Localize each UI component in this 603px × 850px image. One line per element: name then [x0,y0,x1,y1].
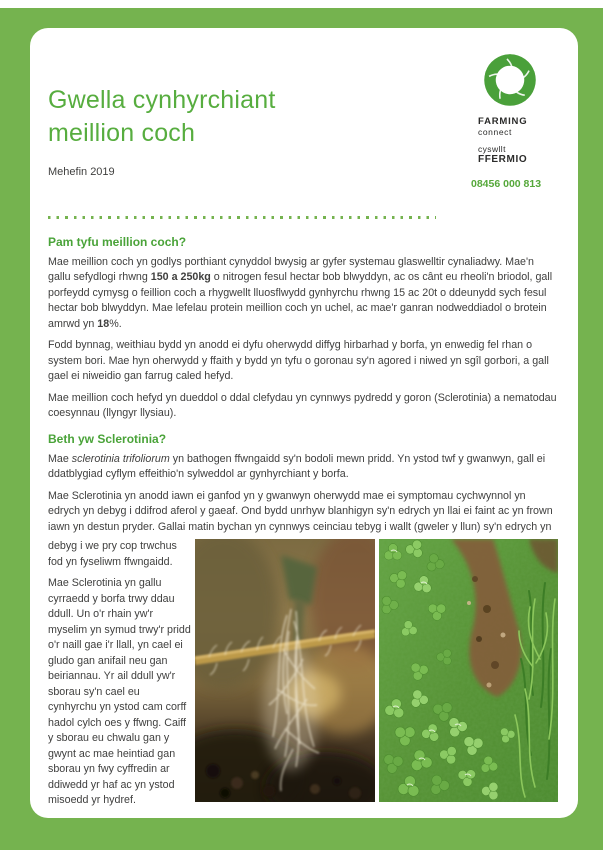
title-line-1: Gwella cynhyrchiant [48,86,276,114]
intro-paragraph-1: Mae meillion coch yn godlys porthiant cynyddol bwysig ar gyfer systemau glaswelltir cynaliadwy. Mae'n gallu sefydlogi rhwng 150 a 250kg o nitrogen fesul hectar bob blwyddyn, ac os cânt eu rheoli'n briodol, gall porfeydd cymysg o feillion coch a rhygwellt lluosflwydd gynhyrchu rhwng 15 ac 20t o ddeunydd sych fesul hectar bob blwyddyn. Mae lefelau protein meillion coch yn uchel, ac mae'r ganran nodweddiadol o brotein amrwd yn 18%. [48,255,553,330]
sclerotinia-paragraph-3: Mae Sclerotinia yn gallu cyrraedd y borfa trwy ddau ddull. Un o'r rhain yw'r myselim yn symud trwy'r pridd o'r naill gae i'r llall, yn cael ei gludo gan anifail neu gan beiriannau. Yr ail ddull yw'r sborau sy'n cael eu cynhyrchu yn ystod cam corff hadol cylch oes y ffwng. Caiff y sborau eu chwalu gan y gwynt ac mae heintiad gan sborau yn fwy cyffredin ar ddiwedd yr haf ac yn ystod misoedd yr hydref. [48,577,191,807]
farming-connect-logo [471,50,556,190]
dotted-divider [48,216,436,219]
logo-farming-text: FARMING [478,116,528,127]
sclerotinia-paragraph-2: Mae Sclerotinia yn anodd iawn ei ganfod yn y gwanwyn oherwydd mae ei symptomau cychwynnol yn edrych yn debyg i ddifrod aferol y gaeaf. Ond bydd unrhyw blanhigyn sy'n edrych yn llai ei faint ac yn frown iawn yn destun pryder. Gallai matin bychan yn cynnwys ceinciau tebyg i wallt (gweler y llun) sy'n edrych yn [48,489,553,533]
section-heading-sclerotinia: Beth yw Sclerotinia? [48,431,167,446]
logo-swirl-icon [480,50,540,110]
article-body [48,235,558,809]
intro-paragraph-3: Mae meillion coch hefyd yn dueddol o ddal clefydau yn cynnwys pydredd y goron (Sclerotinia) a nematodau coesynnau (llyngyr llysiau). [48,391,557,420]
mycelium-closeup-photo [195,539,375,802]
logo-ffermio-text: FFERMIO [478,154,528,165]
publication-date: Mehefin 2019 [48,166,115,178]
narrow-text-column [48,539,191,809]
sclerotinia-paragraph-1: Mae sclerotinia trifoliorum yn bathogen ffwngaidd sy'n bodoli mewn pridd. Yn ystod twf y gwanwyn, gall ei ddatblygiad cyflym effeithio'n sylweddol ar gynhyrchiant y borfa. [48,452,546,481]
content-card [30,28,578,818]
logo-connect-text: connect [478,127,512,137]
clover-patch-photo [379,539,558,802]
text-and-photos-row [48,539,558,809]
logo-cyswllt-text: cyswllt [478,144,506,154]
title-line-2: meillion coch [48,119,196,147]
phone-number: 08456 000 813 [471,178,542,190]
section-heading-why-grow: Pam tyfu meillion coch? [48,234,187,249]
intro-paragraph-2: Fodd bynnag, weithiau bydd yn anodd ei dyfu oherwydd diffyg hirbarhad y borfa, yn enwedig fel rhan o system bori. Mae hyn oherwydd y ffaith y bydd yn tyfu o goronau sy'n agored i niwed yn sgîl gorbori, a gall gael ei niweidio gan farrug caled hefyd. [48,339,549,383]
sclerotinia-paragraph-2-continued: debyg i we pry cop trwchus fod yn fyseliwm ffwngaidd. [48,540,177,568]
